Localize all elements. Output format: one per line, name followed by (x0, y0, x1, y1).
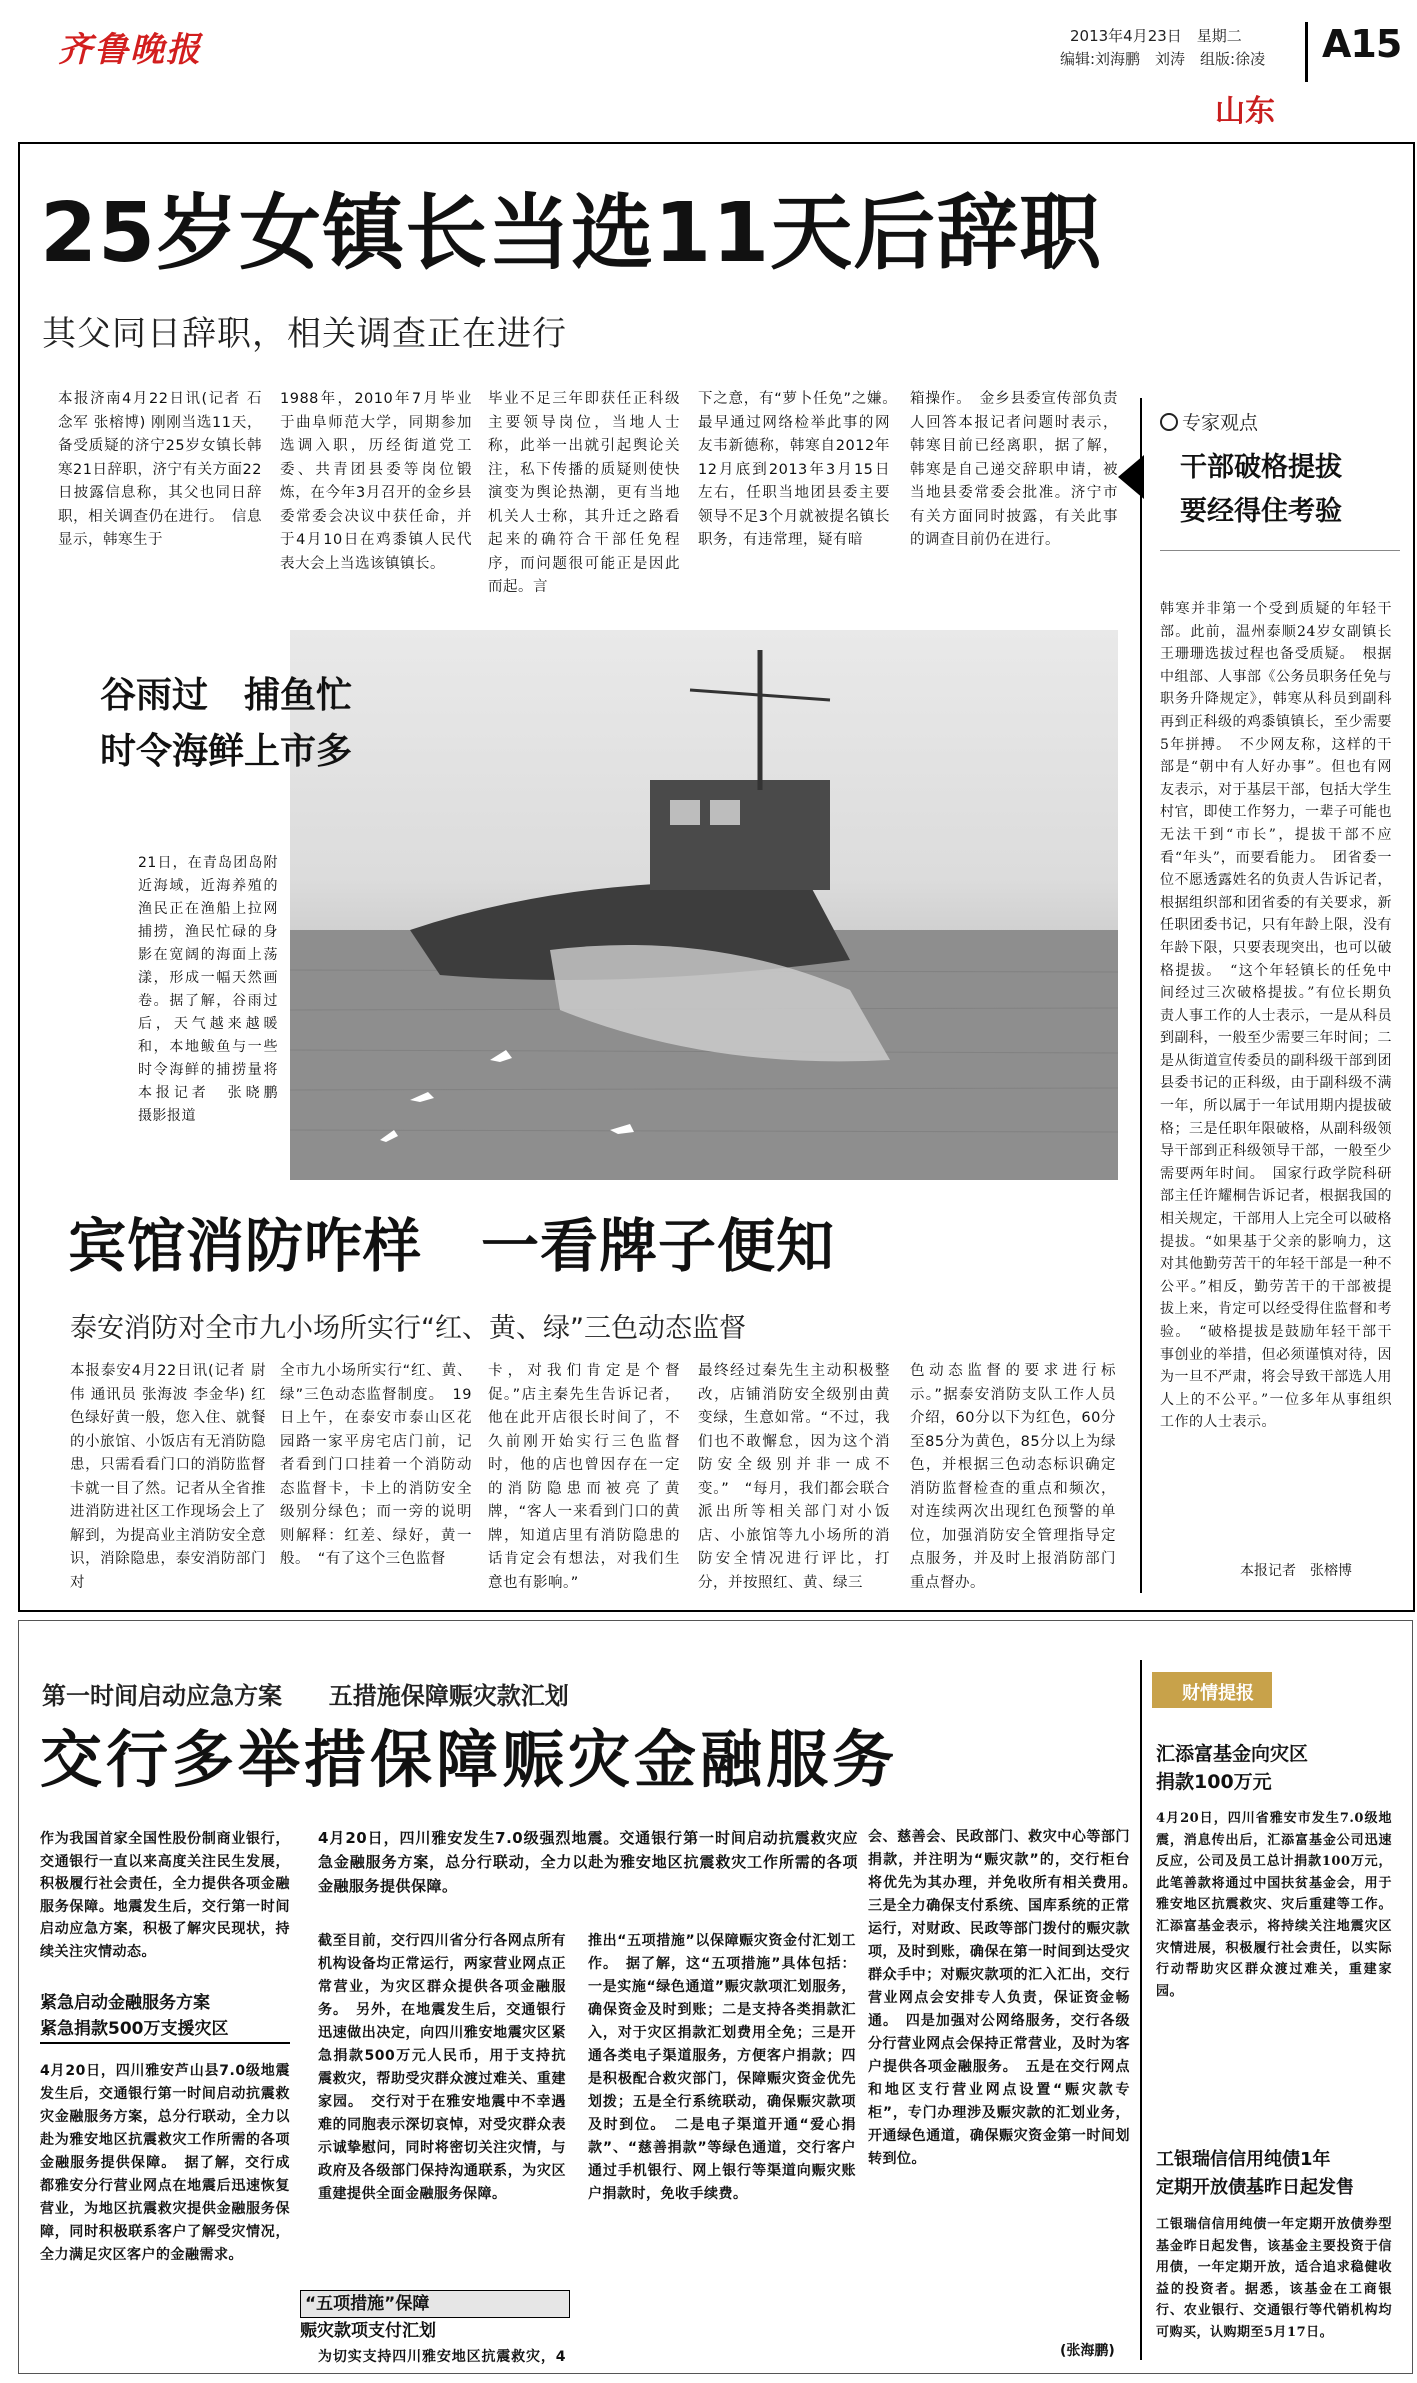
ad-left-body: 4月20日，四川雅安芦山县7.0级地震发生后，交通银行第一时间启动抗震救灾金融服务方案，总分行联动，全力以赴为雅安地区抗震救灾工作所需的各项金融服务提供保障。 据了解，交行成都雅安分行营业网点在地震后迅速恢复营业，为地区抗震救灾提供金融服务保障，同时积极联系客户了解受灾情况，全力满足灾区客户的金融需求。 (40, 2063, 290, 2263)
ad-sub2-line1: “五项措施”保障 (300, 2290, 570, 2318)
ad-intro: 作为我国首家全国性股份制商业银行，交通银行一直以来高度关注民生发展，积极履行社会责任，全力提供各项金融服务保障。地震发生后，交行第一时间启动应急方案，积极了解灾民现状，持续关注灾情动态。 (40, 1831, 290, 1960)
quote-bubble-icon (1160, 413, 1178, 431)
story2-column-4: 最终经过秦先生主动积极整改，店铺消防安全级别由黄变绿，生意如常。“不过，我们也不敢懈怠，因为这个消防安全级别并非一成不变。” “每月，我们都会联合派出所等相关部门对小饭店、小旅馆等九小场所的消防安全情况进行评比，打分，并按照红、黄、绿三 (698, 1363, 890, 1591)
ad-sub2 (300, 2290, 570, 2344)
ad-right-body1: 推出“五项措施”以保障赈灾资金付汇划工作。 据了解，这“五项措施”具体包括：一是实施“绿色通道”赈灾款项汇划服务，确保资金及时到账；二是支持各类捐款汇入，对于灾区捐款汇划费用全免；三是开通各类电子渠道服务，方便客户捐款；四是积极配合救灾部门，保障赈灾资金优先划拨；五是全行系统联动，确保赈灾款项及时到位。 二是电子渠道开通“爱心捐款”、“慈善捐款”等绿色通道，交行客户通过手机银行、网上银行等渠道向赈灾账户捐款时，免收手续费。 (588, 1933, 856, 2202)
section-name: 山东 (1215, 94, 1275, 129)
finance-head2 (1156, 2146, 1354, 2202)
sidebar-title-line1: 干部破格提拔 (1180, 452, 1342, 483)
masthead-divider (1305, 22, 1308, 82)
photo-title-line2: 时令海鲜上市多 (100, 731, 353, 772)
finance-label-text: 财情提报 (1182, 1683, 1254, 1704)
photo-caption: 21日，在青岛团岛附近海域，近海养殖的渔民正在渔船上拉网捕捞，渔民忙碌的身影在宽阔的海面上荡漾，形成一幅天然画卷。据了解，谷雨过后，天气越来越暖和，本地鲅鱼与一些时令海鲜的捕捞量将 (138, 855, 278, 1078)
ad-right-byline: (张海鹏) (1060, 2343, 1115, 2359)
ad-kicker-1: 第一时间启动应急方案 (42, 1682, 282, 1710)
ad-sub2-line2: 赈灾款项支付汇划 (300, 2321, 436, 2341)
sidebar-byline: 本报记者 张榕博 (1240, 1563, 1352, 1579)
story1-headline: 25岁女镇长当选11天后辞职 (40, 186, 1103, 281)
finance-head1-line2: 捐款100万元 (1156, 1771, 1272, 1793)
finance-head1 (1156, 1740, 1308, 1796)
masthead (0, 0, 1417, 130)
finance-head2-line2: 定期开放债基昨日起发售 (1156, 2177, 1354, 2198)
story2-headline: 宾馆消防咋样 一看牌子便知 (68, 1212, 836, 1280)
ad-headline: 交行多举措保障赈灾金融服务 (40, 1723, 899, 1796)
story2-column-3: 卡，对我们肯定是个督促。”店主秦先生告诉记者，他在此开店很长时间了，不久前刚开始实行三色监督时，他的店也曾因存在一定的消防隐患而被亮了黄牌，“客人一来看到门口的黄牌，知道店里有消防隐患的话肯定会有想法，对我们生意也有影响。” (488, 1363, 680, 1591)
paper-name-logo: 齐鲁晚报 (58, 30, 202, 70)
sidebar-label: 专家观点 (1160, 408, 1258, 435)
ad-sub1-line2: 紧急捐款500万支援灾区 (40, 2016, 290, 2044)
sidebar-title (1180, 446, 1342, 534)
ad-sub1 (40, 1990, 290, 2044)
photo-title (100, 668, 352, 780)
finance-body2: 工银瑞信信用纯债一年定期开放债券型基金昨日起发售，该基金主要投资于信用债，一年定期开放，适合追求稳健收益的投资者。据悉，该基金在工商银行、农业银行、交通银行等代销机构均可购买，认购期至5月17日。 (1156, 2217, 1392, 2340)
story1-column-4: 下之意，有“萝卜任免”之嫌。 最早通过网络检举此事的网友韦新德称，韩寒自2012年12月底到2013年3月15日左右，任职当地团县委主要领导不足3个月就被提名镇长职务，有违常理，疑有暗 (698, 391, 890, 548)
ad-mid-body: 截至目前，交行四川省分行各网点所有机构设备均正常运行，两家营业网点正常营业，为灾区群众提供各项金融服务。 另外，在地震发生后，交通银行迅速做出决定，向四川雅安地震灾区紧急捐款500万元人民币，用于支持抗震救灾，帮助受灾群众渡过难关、重建家园。 交行对于在雅安地震中不幸遇难的同胞表示深切哀悼，对受灾群众表示诚挚慰问，同时将密切关注灾情，与政府及各级部门保持沟通联系，为灾区重建提供全面金融服务保障。 (318, 1933, 566, 2202)
sidebar-title-rule (1160, 550, 1400, 551)
story1-column-5: 箱操作。 金乡县委宣传部负责人回答本报记者问题时表示，韩寒目前已经离职，据了解，韩寒是自己递交辞职申请，被当地县委常委会批准。济宁市有关方面同时披露，有关此事的调查目前仍在进行。 (910, 391, 1118, 548)
story1-subhead: 其父同日辞职，相关调查正在进行 (42, 314, 567, 354)
story2-column-1: 本报泰安4月22日讯(记者 尉伟 通讯员 张海波 李金华) 红色绿好黄一般，您入住、就餐的小旅馆、小饭店有无消防隐患，只需看看门口的消防监督卡就一目了然。记者从全省推进消防进社区工作现场会上了解到，为提高业主消防安全意识，消除隐患，泰安消防部门对 (70, 1363, 266, 1591)
story1-column-3: 毕业不足三年即获任正科级主要领导岗位，当地人士称，此举一出就引起舆论关注，私下传播的质疑则使快演变为舆论热潮，更有当地机关人士称，其升迁之路看起来的确符合干部任免程序，而问题很可能正是因此而起。言 (488, 391, 680, 595)
ad-kicker (42, 1676, 569, 1711)
ad-kicker-2: 五措施保障赈灾款汇划 (328, 1682, 569, 1710)
story1-column-2: 1988年，2010年7月毕业于曲阜师范大学，同期参加选调入职，历经街道党工委、共青团县委等岗位锻炼，在今年3月召开的金乡县委常委会决议中获任命，并于4月10日在鸡黍镇人民代表大会上当选该镇镇长。 (280, 391, 472, 572)
finance-head1-line1: 汇添富基金向灾区 (1156, 1743, 1309, 1765)
story2-column-5: 色动态监督的要求进行标示。”据泰安消防支队工作人员介绍，60分以下为红色，60分至85分为黄色，85分以上为绿色，并根据三色动态标识确定消防监督检查的重点和频次，对连续两次出现红色预警的单位，加强消防安全管理指导定点服务，并及时上报消防部门重点督办。 (910, 1363, 1116, 1591)
finance-body1: 4月20日，四川省雅安市发生7.0级地震，消息传出后，汇添富基金公司迅速反应，公司及员工总计捐款100万元，此笔善款将通过中国扶贫基金会，用于雅安地区抗震救灾、灾后重建等工作。汇添富基金表示，将持续关注地震灾区灾情进展，积极履行社会责任，以实际行动帮助灾区群众渡过难关，重建家园。 (1156, 1811, 1392, 1999)
page-number: A15 (1322, 22, 1402, 66)
photo-byline: 本报记者 张晓鹏 摄影报道 (138, 1085, 278, 1124)
date-line: 2013年4月23日 星期二 (1070, 27, 1242, 45)
sidebar-title-line2: 要经得住考验 (1180, 496, 1342, 527)
ad-mid-body2: 为切实支持四川雅安地区抗震救灾，4 (318, 2349, 566, 2365)
story2-subhead: 泰安消防对全市九小场所实行“红、黄、绿”三色动态监督 (70, 1313, 746, 1344)
finance-head2-line1: 工银瑞信信用纯债1年 (1156, 2149, 1331, 2170)
ad-lead: 4月20日，四川雅安发生7.0级强烈地震。交通银行第一时间启动抗震救灾应急金融服务方案，总分行联动，全力以赴为雅安地区抗震救灾工作所需的各项金融服务提供保障。 (318, 1829, 858, 1895)
sidebar-body: 韩寒并非第一个受到质疑的年轻干部。此前，温州泰顺24岁女副镇长王珊珊选拔过程也备受质疑。 根据中组部、人事部《公务员职务任免与职务升降规定》，韩寒从科员到副科再到正科级的鸡黍镇镇长，至少需要5年拼搏。 不少网友称，这样的干部是“朝中有人好办事”。但也有网友表示，对于基层干部，包括大学生村官，即使工作努力，一辈子可能也无法干到“市长”，提拔干部不应看“年头”，而要看能力。 团省委一位不愿透露姓名的负责人告诉记者，根据组织部和团省委的有关要求，新任职团委书记，只有年龄上限，没有年龄下限，只要表现突出，也可以破格提拔。 “这个年轻镇长的任免中间经过三次破格提拔。”有位长期负责人事工作的人士表示，一是从科员到副科，一般至少需要三年时间；二是从街道宣传委员的副科级干部到团县委书记的正科级，由于副科级不满一年，所以属于一年试用期内提拔破格；三是任职年限破格，从副科级领导干部到正科级领导干部，一般至少需要两年时间。 国家行政学院科研部主任许耀桐告诉记者，根据我国的相关规定，干部用人上完全可以破格提拔。“如果基于父亲的影响力，这对其他勤劳苦干的年轻干部是一种不公平。”相反，勤劳苦干的干部被提拔上来，肯定可以经受得住监督和考验。 “破格提拔是鼓励年轻干部干事创业的举措，但必须谨慎对待，因为一旦不严肃，将会导致干部选人用人上的不公平。”一位多年从事组织工作的人士表示。 (1160, 601, 1392, 1431)
ad-sub1-line1: 紧急启动金融服务方案 (40, 1993, 210, 2013)
editors-line: 编辑:刘海鹏 刘涛 组版:徐凌 (1060, 50, 1266, 68)
photo-title-line1: 谷雨过 捕鱼忙 (100, 675, 353, 716)
finance-label (1152, 1672, 1272, 1708)
ad-right-body2: 会、慈善会、民政部门、救灾中心等部门捐款，并注明为“赈灾款”的，交行柜台将优先为其办理，并免收所有相关费用。 三是全力确保支付系统、国库系统的正常运行，对财政、民政等部门拨付的赈灾款项，及时到账，确保在第一时间到达受灾群众手中；对赈灾款项的汇入汇出，交行营业网点会安排专人负责，保证资金畅通。 四是加强对公网络服务，交行各级分行营业网点会保持正常营业，及时为客户提供各项金融服务。 五是在交行网点和地区支行营业网点设置“赈灾款专柜”，专门办理涉及赈灾款的汇划业务，开通绿色通道，确保赈灾资金第一时间划转到位。 (868, 1829, 1130, 2167)
story1-column-1: 本报济南4月22日讯(记者 石念军 张榕博) 刚刚当选11天，备受质疑的济宁25岁女镇长韩寒21日辞职，济宁有关方面22日披露信息称，其父也同日辞职，相关调查仍在进行。 信息显示，韩寒生于 (58, 391, 262, 548)
story2-column-2: 全市九小场所实行“红、黄、绿”三色动态监督制度。 19日上午，在泰安市泰山区花园路一家平房宅店门前，记者看到门口挂着一个消防动态监督卡，卡上的消防安全级别分绿色；而一旁的说明则解释：红差、绿好，黄一般。 “有了这个三色监督 (280, 1363, 472, 1567)
